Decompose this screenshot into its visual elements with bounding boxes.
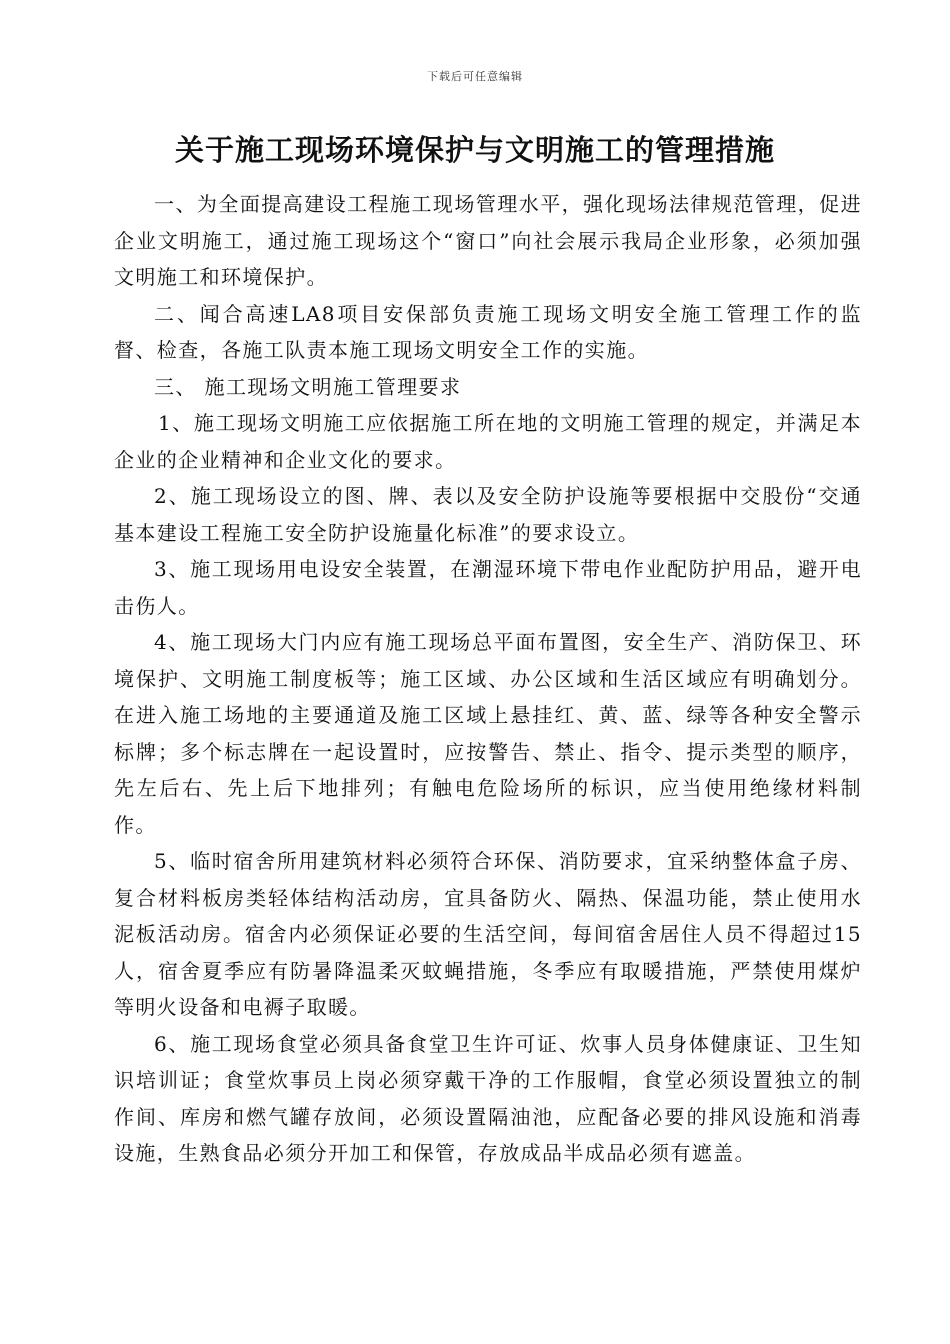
paragraph-item-1: 1、施工现场文明施工应依据施工所在地的文明施工管理的规定，并满足本企业的企业精神和企业文化的要求。 bbox=[114, 411, 862, 472]
paragraph-section-3-heading: 三、 施工现场文明施工管理要求 bbox=[154, 374, 462, 399]
paragraph-section-1: 一、为全面提高建设工程施工现场管理水平，强化现场法律规范管理，促进企业文明施工，通过施工现场这个“窗口”向社会展示我局企业形象，必须加强文明施工和环境保护。 bbox=[114, 192, 862, 289]
header-note: 下载后可任意编辑 bbox=[427, 70, 523, 83]
paragraph-item-5: 5、临时宿舍所用建筑材料必须符合环保、消防要求，宜采纳整体盒子房、复合材料板房类轻体结构活动房，宜具备防火、隔热、保温功能，禁止使用水泥板活动房。宿舍内必须保证必要的生活空间，每间宿舍居住人员不得超过15人，宿舍夏季应有防暑降温柔灭蚊蝇措施，冬季应有取暖措施，严禁使用煤炉等明火设备和电褥子取暖。 bbox=[114, 849, 862, 1019]
paragraph-section-2: 二、闻合高速LA8项目安保部负责施工现场文明安全施工管理工作的监督、检查，各施工队责本施工现场文明安全工作的实施。 bbox=[114, 301, 862, 362]
document-title: 关于施工现场环境保护与文明施工的管理措施 bbox=[174, 133, 775, 167]
paragraph-item-6: 6、施工现场食堂必须具备食堂卫生许可证、炊事人员身体健康证、卫生知识培训证；食堂炊事员上岗必须穿戴干净的工作服帽，食堂必须设置独立的制作间、库房和燃气罐存放间，必须设置隔油池，应配备必要的排风设施和消毒设施，生熟食品必须分开加工和保管，存放成品半成品必须有遮盖。 bbox=[114, 1031, 862, 1165]
paragraph-item-4: 4、施工现场大门内应有施工现场总平面布置图，安全生产、消防保卫、环境保护、文明施工制度板等；施工区域、办公区域和生活区域应有明确划分。在进入施工场地的主要通道及施工区域上悬挂红、黄、蓝、绿等各种安全警示标牌；多个标志牌在一起设置时，应按警告、禁止、指令、提示类型的顺序，先左后右、先上后下地排列；有触电危险场所的标识，应当使用绝缘材料制作。 bbox=[114, 630, 862, 837]
document-body bbox=[114, 186, 862, 1172]
paragraph-item-2: 2、施工现场设立的图、牌、表以及安全防护设施等要根据中交股份“交通基本建设工程施工安全防护设施量化标准”的要求设立。 bbox=[114, 484, 862, 545]
paragraph-item-3: 3、施工现场用电设安全装置，在潮湿环境下带电作业配防护用品，避开电击伤人。 bbox=[114, 557, 862, 618]
